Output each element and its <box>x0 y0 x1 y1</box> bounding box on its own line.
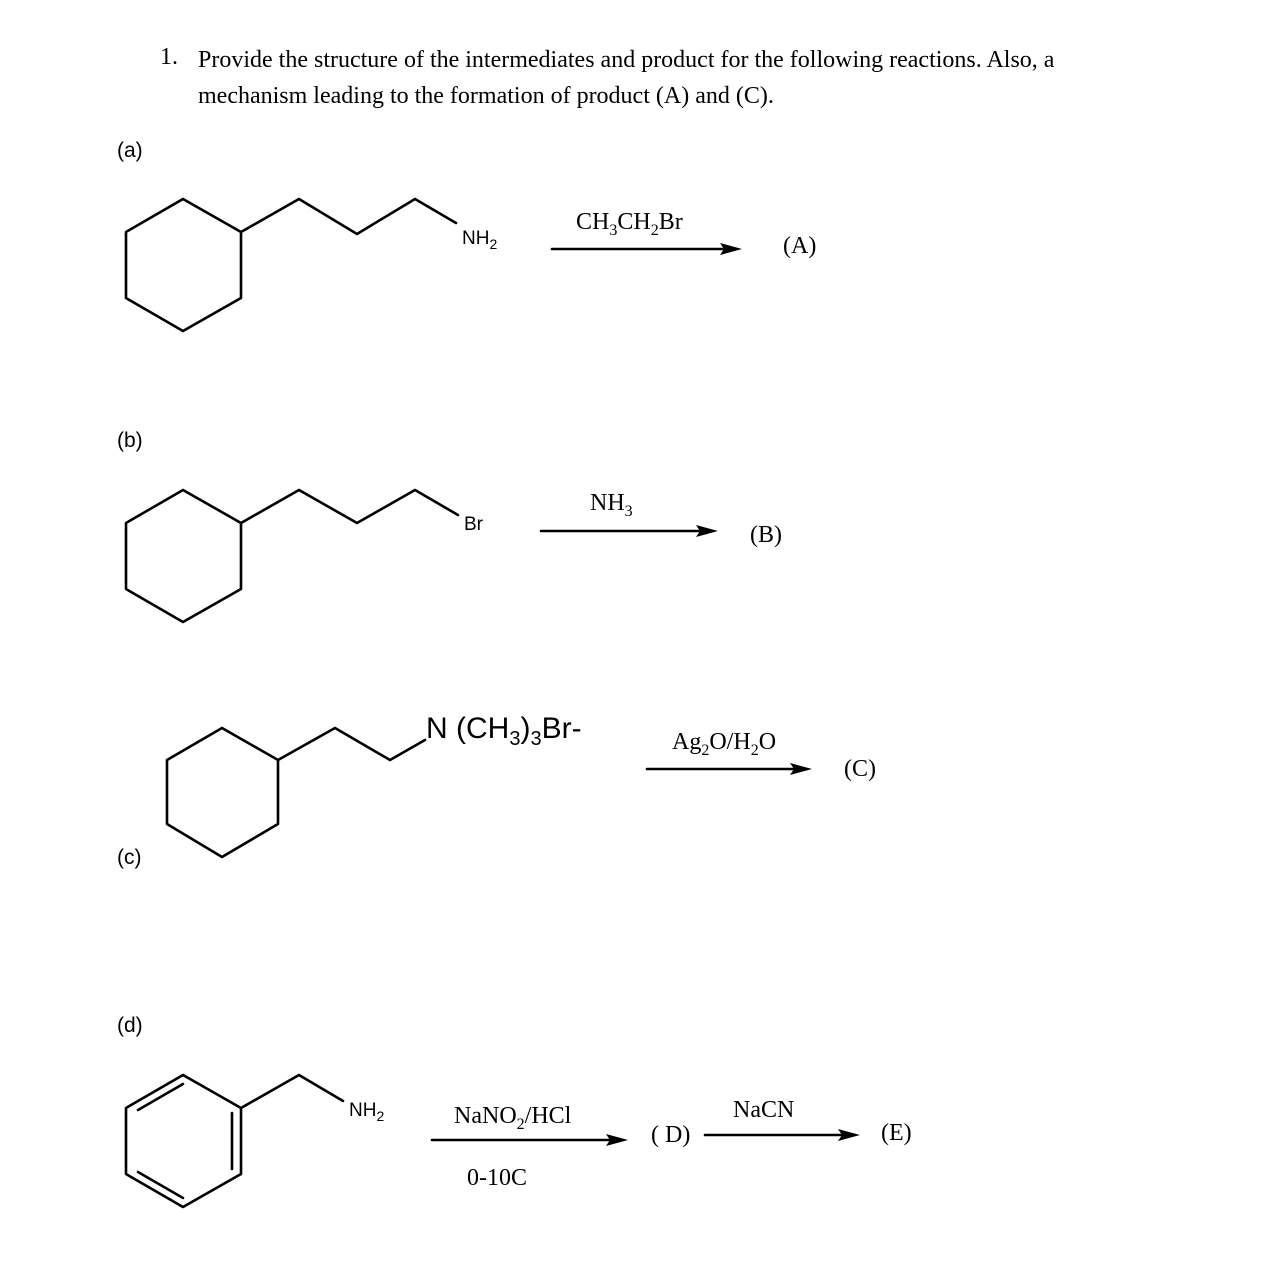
part-b-reagent <box>590 490 633 521</box>
question-number: 1. <box>160 44 178 70</box>
part-d-intermediate: ( D) <box>651 1122 691 1148</box>
part-a-reagent-ch: CH <box>576 209 610 235</box>
part-c-molecule <box>167 728 425 857</box>
part-d-amine-n: NH <box>349 1100 377 1121</box>
part-d-reagent-1 <box>454 1103 571 1134</box>
part-d-amine-subscript: 2 <box>376 1107 385 1124</box>
part-d-arrow-1 <box>432 1134 628 1146</box>
part-c-reagent-oh: O/H <box>709 729 751 755</box>
question-text-line-1: Provide the structure of the intermediates and product for the following reactions. Also, a <box>198 47 1055 73</box>
part-d-molecule <box>126 1075 343 1207</box>
part-c-label: (c) <box>117 846 142 869</box>
part-c-reagent-sub-2b: 2 <box>750 741 759 759</box>
part-a-amine-group <box>462 228 497 252</box>
part-c-reagent-ag: Ag <box>672 729 702 755</box>
part-b-reagent-sub-3: 3 <box>624 502 633 520</box>
part-a-product: (A) <box>783 233 817 259</box>
part-a-arrow <box>552 243 742 255</box>
part-d-reagent-nano: NaNO <box>454 1103 517 1129</box>
part-d-condition-1: 0-10C <box>467 1165 527 1191</box>
part-c-cyclohexane-ring <box>167 728 278 857</box>
part-d-methylene-chain <box>241 1075 343 1108</box>
part-b-alkyl-chain <box>241 490 458 523</box>
part-a-alkyl-chain <box>241 199 456 234</box>
part-c-ammonium-br: Br- <box>541 712 582 745</box>
part-a-reagent-br: Br <box>658 209 683 235</box>
part-b-reagent-nh: NH <box>590 490 625 516</box>
part-a-reagent-sub-2: 2 <box>650 221 659 239</box>
part-a-amine-subscript: 2 <box>489 235 498 252</box>
part-c-alkyl-chain <box>278 728 425 760</box>
question-text-line-2: mechanism leading to the formation of product (A) and (C). <box>198 83 774 109</box>
part-d-reagent-sub-2: 2 <box>516 1115 525 1133</box>
part-c-reagent-sub-2a: 2 <box>701 741 710 759</box>
part-c-ammonium-group <box>426 712 582 751</box>
part-b-arrow <box>541 525 718 537</box>
part-c-ammonium-sub-3b: 3 <box>530 728 542 750</box>
part-c-product: (C) <box>844 756 876 782</box>
part-a-molecule <box>126 199 456 331</box>
part-c-ammonium-sub-3a: 3 <box>509 728 521 750</box>
part-b-product: (B) <box>750 522 782 548</box>
part-a-reagent-sub-3: 3 <box>609 221 618 239</box>
part-b-molecule <box>126 490 458 622</box>
part-c-ammonium-n: N (CH <box>426 712 510 745</box>
part-d-benzene-ring <box>126 1075 241 1207</box>
part-a-reagent-ch2: CH <box>617 209 651 235</box>
part-d-product: (E) <box>881 1120 912 1146</box>
part-b-label: (b) <box>117 429 143 452</box>
part-d-amine-group <box>349 1100 384 1124</box>
part-a-reagent <box>576 209 683 240</box>
part-c-reagent <box>672 729 776 760</box>
part-d-reagent-2: NaCN <box>733 1097 795 1123</box>
part-d-reagent-hcl: /HCl <box>524 1103 572 1129</box>
part-c-reagent-o: O <box>758 729 777 755</box>
part-b-cyclohexane-ring <box>126 490 241 622</box>
part-d-arrow-2 <box>705 1129 860 1141</box>
part-b-bromide-group: Br <box>464 514 483 535</box>
part-a-amine-n: NH <box>462 228 490 249</box>
part-a-cyclohexane-ring <box>126 199 241 331</box>
part-d-label: (d) <box>117 1014 143 1037</box>
part-a-label: (a) <box>117 139 143 162</box>
part-c-ammonium-paren: ) <box>520 712 531 745</box>
part-c-arrow <box>647 763 812 775</box>
